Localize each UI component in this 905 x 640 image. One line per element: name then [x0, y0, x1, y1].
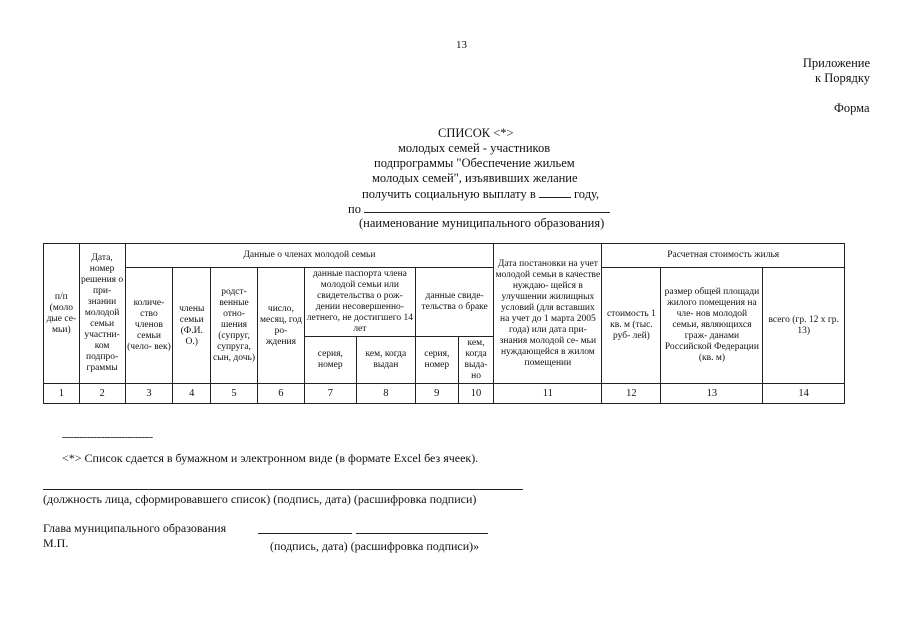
form-label: Форма	[834, 101, 870, 115]
col-total: всего (гр. 12 х гр. 13)	[763, 268, 845, 384]
col-number: 5	[211, 384, 258, 404]
year-blank	[539, 186, 571, 198]
marriage-series: серия, номер	[415, 337, 458, 384]
col-number: 3	[125, 384, 173, 404]
title-line6-label: по	[348, 202, 361, 216]
stamp-mark: М.П.	[43, 536, 69, 550]
title-line6	[348, 201, 610, 217]
col-number: 14	[763, 384, 845, 404]
title-line7: (наименование муниципального образования)	[359, 216, 605, 230]
col-members: члены семьи (Ф.И. О.)	[173, 268, 211, 384]
page-number: 13	[456, 39, 467, 51]
title-line4: молодых семей", изъявивших желание	[372, 171, 578, 185]
marriage-issued: кем, когда выда- но	[458, 337, 494, 384]
col-relation: родст- венные отно- шения (супруг, супруга, сын, дочь)	[211, 268, 258, 384]
col-registration-date: Дата постановки на учет молодой семьи в качестве нуждаю- щейся в улучшении жилищных условий (для вставших на учет до 1 марта 2005 года) или дата при- знания молодой се- мьи нуждающейся в жилом помещении	[494, 244, 602, 384]
col-decision: Дата, номер решения о при- знании молодой семьи участни- ком подпро- граммы	[79, 244, 125, 384]
annex-heading	[786, 56, 870, 86]
footnote-separator: --------------------------------	[62, 432, 153, 443]
signature-line	[43, 489, 523, 490]
col-birth-date: число, месяц, год ро- ждения	[257, 268, 304, 384]
signature-caption: (должность лица, сформировавшего список) (подпись, дата) (расшифровка подписи)	[43, 492, 477, 506]
col-number: 10	[458, 384, 494, 404]
col-area: размер общей площади жилого помещения на чле- нов молодой семьи, являющихся граж- данами Российской Федерации (кв. м)	[661, 268, 763, 384]
annex-line1: Приложение	[802, 56, 870, 70]
marriage-header: данные свиде- тельства о браке	[415, 268, 493, 337]
col-number: 2	[79, 384, 125, 404]
col-cost-per-sqm: стоимость 1 кв. м (тыс. руб- лей)	[602, 268, 661, 384]
col-number: 9	[415, 384, 458, 404]
annex-line2: к Порядку	[815, 71, 870, 85]
col-number: 12	[602, 384, 661, 404]
title-line5-b: году,	[573, 187, 600, 201]
passport-series: серия, номер	[304, 337, 356, 384]
title-line2: молодых семей - участников	[398, 141, 551, 155]
title-line3: подпрограммы "Обеспечение жильем	[374, 156, 575, 170]
col-number: 1	[44, 384, 80, 404]
title-line5-a: получить социальную выплату в	[362, 187, 536, 201]
head-signature-line	[258, 533, 352, 534]
col-number: 11	[494, 384, 602, 404]
col-number: 7	[304, 384, 356, 404]
passport-issued: кем, когда выдан	[356, 337, 415, 384]
head-label: Глава муниципального образования	[43, 521, 227, 535]
municipality-blank	[364, 201, 610, 213]
family-list-table	[43, 243, 845, 404]
col-number: 13	[661, 384, 763, 404]
col-number: 6	[257, 384, 304, 404]
head-signature-caption: (подпись, дата) (расшифровка подписи)»	[270, 539, 480, 553]
passport-header: данные паспорта члена молодой семьи или свидетельства о рож- дении несовершенно- летнего, не достигшего 14 лет	[304, 268, 415, 337]
footnote-text: <*> Список сдается в бумажном и электронном виде (в формате Excel без ячеек).	[62, 451, 479, 465]
col-number: 4	[173, 384, 211, 404]
title-line1: СПИСОК <*>	[438, 126, 514, 140]
col-number: 8	[356, 384, 415, 404]
title-line5	[362, 186, 599, 202]
cost-group-header: Расчетная стоимость жилья	[602, 244, 845, 268]
col-member-count: количе- ство членов семьи (чело- век)	[125, 268, 173, 384]
col-pp: п/п (моло дые се- мьи)	[44, 244, 80, 384]
members-group-header: Данные о членах молодой семьи	[125, 244, 494, 268]
head-decode-line	[356, 533, 488, 534]
